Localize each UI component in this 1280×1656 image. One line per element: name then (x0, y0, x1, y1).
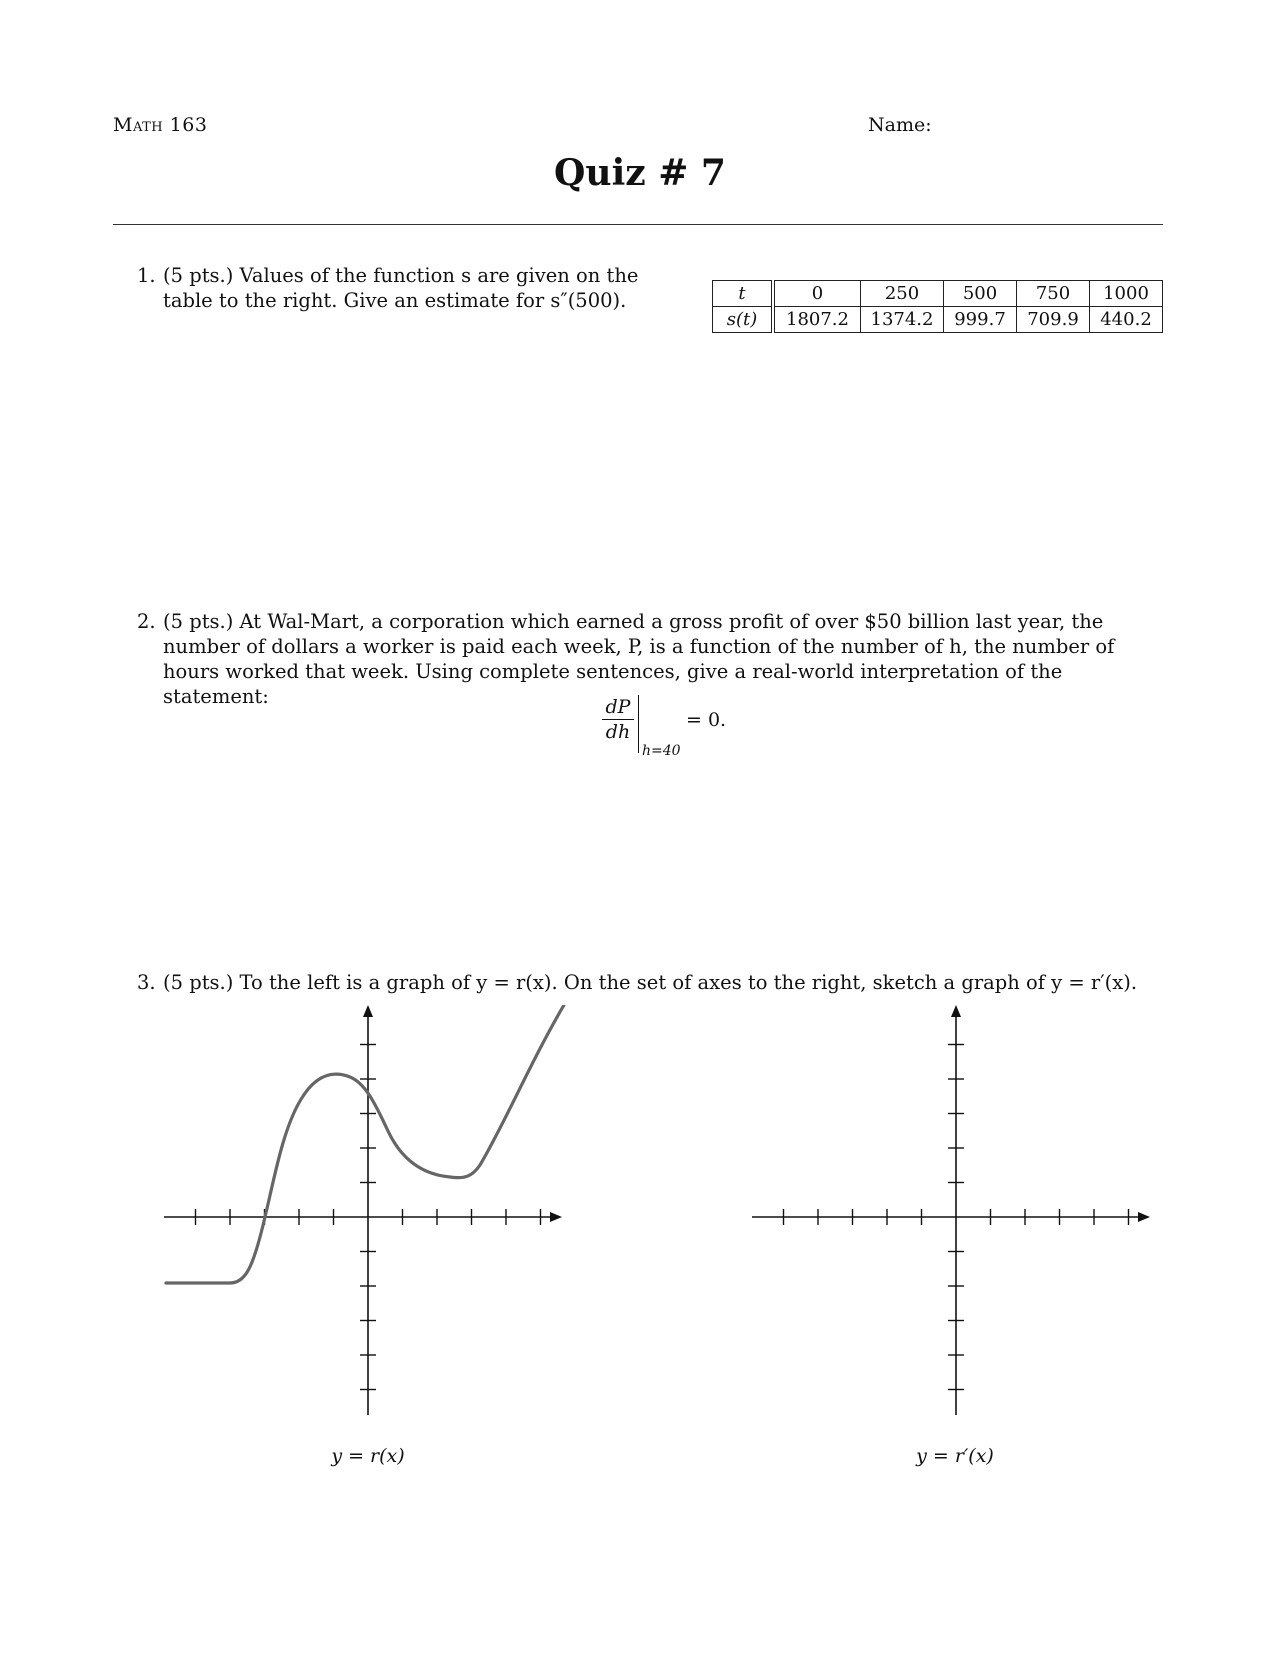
derivative-expression (600, 695, 760, 775)
y-axis-arrow (363, 1005, 373, 1017)
graph-r-prime-blank (748, 1005, 1178, 1425)
fraction-denominator: dh (605, 721, 631, 743)
caption-r: y = r(x) (331, 1445, 405, 1467)
table-cell: 500 (944, 281, 1017, 307)
equals-zero: = 0. (686, 709, 727, 731)
question-2 (137, 609, 1143, 709)
caption-r-prime: y = r′(x) (916, 1445, 994, 1467)
table-cell: 1000 (1090, 281, 1163, 307)
question-number: 1. (137, 264, 156, 287)
fraction-numerator: dP (605, 696, 631, 718)
table-row-s (713, 307, 1163, 333)
name-label: Name: (868, 114, 932, 136)
evaluation-subscript: h=40 (642, 743, 681, 759)
table-row-t (713, 281, 1163, 307)
header-rule (113, 224, 1163, 225)
graph-r (160, 1005, 590, 1425)
table-cell: 750 (1017, 281, 1090, 307)
question-2-text: (5 pts.) At Wal-Mart, a corporation which earned a gross profit of over $50 billion last year, the number of dollars a worker is paid each week, P, is a function of the number of h, the number of hours worked that week. Using complete sentences, give a real-world interpretation of the statement: (163, 610, 1115, 708)
table-cell: 999.7 (944, 307, 1017, 333)
derivative-fraction (600, 695, 636, 744)
table-header-t: t (713, 281, 774, 307)
x-axis-arrow (1138, 1212, 1150, 1222)
r-curve (166, 1005, 564, 1283)
y-axis-arrow (951, 1005, 961, 1017)
table-header-s: s(t) (713, 307, 774, 333)
question-1 (137, 263, 693, 313)
values-table (712, 280, 1163, 333)
quiz-title: Quiz # 7 (554, 152, 726, 194)
question-number: 2. (137, 610, 156, 633)
table-cell: 440.2 (1090, 307, 1163, 333)
question-3-text: (5 pts.) To the left is a graph of y = r(x). On the set of axes to the right, sketch a graph of y = r′(x). (163, 971, 1138, 994)
table-cell: 0 (773, 281, 861, 307)
question-number: 3. (137, 971, 156, 994)
table-cell: 709.9 (1017, 307, 1090, 333)
course-label: Math 163 (113, 114, 208, 136)
question-1-text: (5 pts.) Values of the function s are given on the table to the right. Give an estimate for s″(500). (163, 264, 639, 312)
x-axis-arrow (550, 1212, 562, 1222)
table-cell: 1374.2 (861, 307, 944, 333)
question-3 (137, 970, 1143, 995)
table-cell: 250 (861, 281, 944, 307)
table-cell: 1807.2 (773, 307, 861, 333)
evaluation-bar (638, 695, 639, 753)
